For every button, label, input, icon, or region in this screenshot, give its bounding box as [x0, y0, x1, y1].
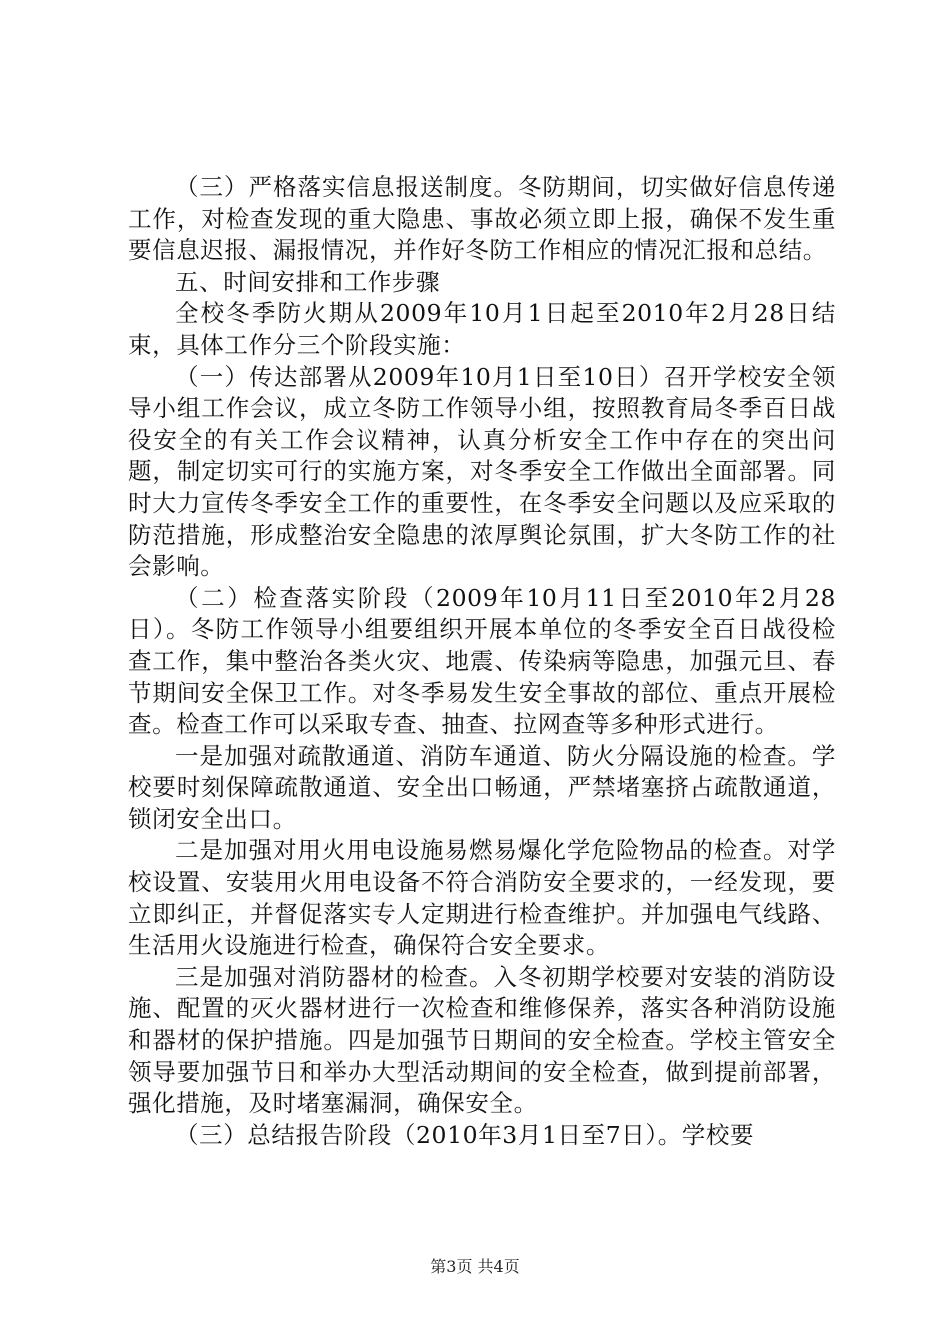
paragraph-check-one: 一是加强对疏散通道、消防车通道、防火分隔设施的检查。学校要时刻保障疏散通道、安全出口畅通，严禁堵塞挤占疏散通道，锁闭安全出口。 — [128, 741, 836, 833]
paragraph-fire-season: 全校冬季防火期从2009年10月1日起至2010年2月28日结束，具体工作分三个阶段实施： — [128, 299, 836, 359]
paragraph-check-three: 三是加强对消防器材的检查。入冬初期学校要对安装的消防设施、配置的灭火器材进行一次检查和维修保养，落实各种消防设施和器材的保护措施。四是加强节日期间的安全检查。学校主管安全领导要加强节日和举办大型活动期间的安全检查，做到提前部署，强化措施，及时堵塞漏洞，确保安全。 — [128, 962, 836, 1118]
paragraph-stage-one: （一）传达部署从2009年10月1日至10日）召开学校安全领导小组工作会议，成立冬防工作领导小组，按照教育局冬季百日战役安全的有关工作会议精神，认真分析安全工作中存在的突出问题，制定切实可行的实施方案，对冬季安全工作做出全面部署。同时大力宣传冬季安全工作的重要性，在冬季安全问题以及应采取的防范措施，形成整治安全隐患的浓厚舆论氛围，扩大冬防工作的社会影响。 — [128, 362, 836, 581]
page-footer: 第3页 共4页 — [430, 1257, 520, 1276]
document-body — [128, 172, 836, 1151]
paragraph-stage-two: （二）检查落实阶段（2009年10月11日至2010年2月28日）。冬防工作领导小组要组织开展本单位的冬季安全百日战役检查工作，集中整治各类火灾、地震、传染病等隐患，加强元旦、春节期间安全保卫工作。对冬季易发生安全事故的部位、重点开展检查。检查工作可以采取专查、抽查、拉网查等多种形式进行。 — [128, 583, 836, 739]
paragraph-stage-three: （三）总结报告阶段（2010年3月1日至7日）。学校要 — [175, 1120, 755, 1149]
paragraph-check-two: 二是加强对用火用电设施易燃易爆化学危险物品的检查。对学校设置、安装用火用电设备不符合消防安全要求的，一经发现，要立即纠正，并督促落实专人定期进行检查维护。并加强电气线路、生活用火设施进行检查，确保符合安全要求。 — [128, 836, 836, 960]
paragraph-info-reporting: （三）严格落实信息报送制度。冬防期间，切实做好信息传递工作，对检查发现的重大隐患、事故必须立即上报，确保不发生重要信息迟报、漏报情况，并作好冬防工作相应的情况汇报和总结。 — [128, 173, 836, 265]
section-heading-schedule: 五、时间安排和工作步骤 — [175, 267, 441, 296]
